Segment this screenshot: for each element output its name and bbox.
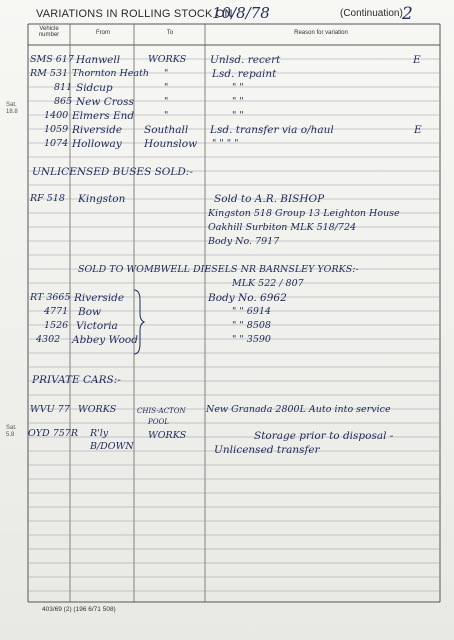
vehicle-number: 865 (54, 96, 73, 107)
variation-reason-detail: Unlicensed transfer (214, 444, 320, 456)
from-depot: Thornton Heath (72, 68, 150, 79)
from-depot: WORKS (78, 404, 117, 415)
side-note: Sat. 18.8 (6, 102, 18, 115)
sale-detail: Body No. 7917 (208, 236, 280, 247)
continuation-label: (Continuation) (340, 8, 403, 19)
variation-reason: Lsd. repaint (212, 68, 277, 80)
from-depot: Sidcup (76, 82, 113, 94)
vehicle-number: RF 518 (30, 193, 65, 204)
vehicle-number: OYD 757R (28, 428, 78, 439)
vehicle-number: 1526 (44, 320, 69, 331)
entry-mark: E (413, 54, 421, 66)
from-depot: Victoria (76, 320, 118, 332)
vehicle-number: WVU 77 (30, 404, 70, 415)
variation-reason: " " " " (212, 138, 239, 149)
to-depot: Hounslow (144, 138, 198, 150)
page-number: 2 (402, 4, 413, 24)
from-depot: Bow (78, 306, 102, 318)
body-number: " " 6914 (232, 306, 271, 317)
vehicle-number: RT 3665 (30, 292, 71, 303)
column-header-from: From (96, 30, 110, 36)
from-depot-detail: B/DOWN (90, 441, 134, 452)
to-depot: " (164, 96, 169, 107)
form-title: VARIATIONS IN ROLLING STOCK ON (36, 8, 233, 20)
from-depot: Riverside (74, 292, 125, 304)
vehicle-number: 1059 (44, 124, 69, 135)
variation-reason: " " (232, 96, 244, 107)
body-number: " " 8508 (232, 320, 271, 331)
vehicle-number: 811 (54, 82, 73, 93)
to-depot: WORKS (148, 54, 187, 65)
to-depot-detail: POOL (148, 418, 169, 426)
variation-reason: Storage prior to disposal - (254, 430, 394, 442)
from-depot: Elmers End (72, 110, 135, 122)
vehicle-number: 4302 (36, 334, 61, 345)
sale-detail: Kingston 518 Group 13 Leighton House (208, 208, 400, 219)
vehicle-number: RM 531 (30, 68, 69, 79)
from-depot: Kingston (78, 193, 126, 205)
entry-mark: E (414, 124, 422, 136)
variation-reason: " " (232, 110, 244, 121)
to-depot: CHIS-ACTON (137, 407, 186, 415)
to-depot: " (164, 82, 169, 93)
variation-reason: Unlsd. recert (210, 54, 281, 66)
side-note: Sat. 5.8 (6, 425, 17, 438)
to-depot: Southall (144, 124, 189, 136)
from-depot: Holloway (72, 138, 122, 150)
variation-reason: New Granada 2800L Auto into service (206, 404, 391, 415)
variation-reason: " " (232, 82, 244, 93)
from-depot: Abbey Wood (72, 334, 138, 346)
sale-detail: Sold to A.R. BISHOP (214, 193, 325, 205)
vehicle-number: 1400 (44, 110, 69, 121)
from-depot: Hanwell (76, 54, 121, 66)
vehicle-number: SMS 617 (30, 54, 74, 65)
column-header-vehicle: Vehicle number (38, 26, 60, 38)
from-depot: New Cross (76, 96, 134, 108)
column-header-reason: Reason for variation (294, 30, 348, 36)
body-number: " " 3590 (232, 334, 271, 345)
section-heading-sold: SOLD TO WOMBWELL DIESELS NR BARNSLEY YORKS:- (78, 264, 359, 275)
to-depot: " (164, 110, 169, 121)
form-reference: 403/69 (2) (196 6/71 508) (42, 606, 116, 613)
sale-reference: MLK 522 / 807 (232, 278, 304, 289)
to-depot: " (164, 68, 169, 79)
variation-reason: Lsd. transfer via o/haul (210, 124, 334, 136)
from-depot: Riverside (72, 124, 123, 136)
section-heading-private: PRIVATE CARS:- (32, 374, 121, 386)
form-date: 10/8/78 (212, 4, 270, 22)
sale-detail: Oakhill Surbiton MLK 518/724 (208, 222, 357, 233)
vehicle-number: 1074 (44, 138, 69, 149)
to-depot: WORKS (148, 430, 187, 441)
from-depot: R'ly (90, 428, 109, 439)
body-number: Body No. 6962 (208, 292, 287, 304)
section-heading-unlicensed: UNLICENSED BUSES SOLD:- (32, 166, 193, 178)
column-header-to: To (166, 30, 174, 36)
vehicle-number: 4771 (44, 306, 69, 317)
